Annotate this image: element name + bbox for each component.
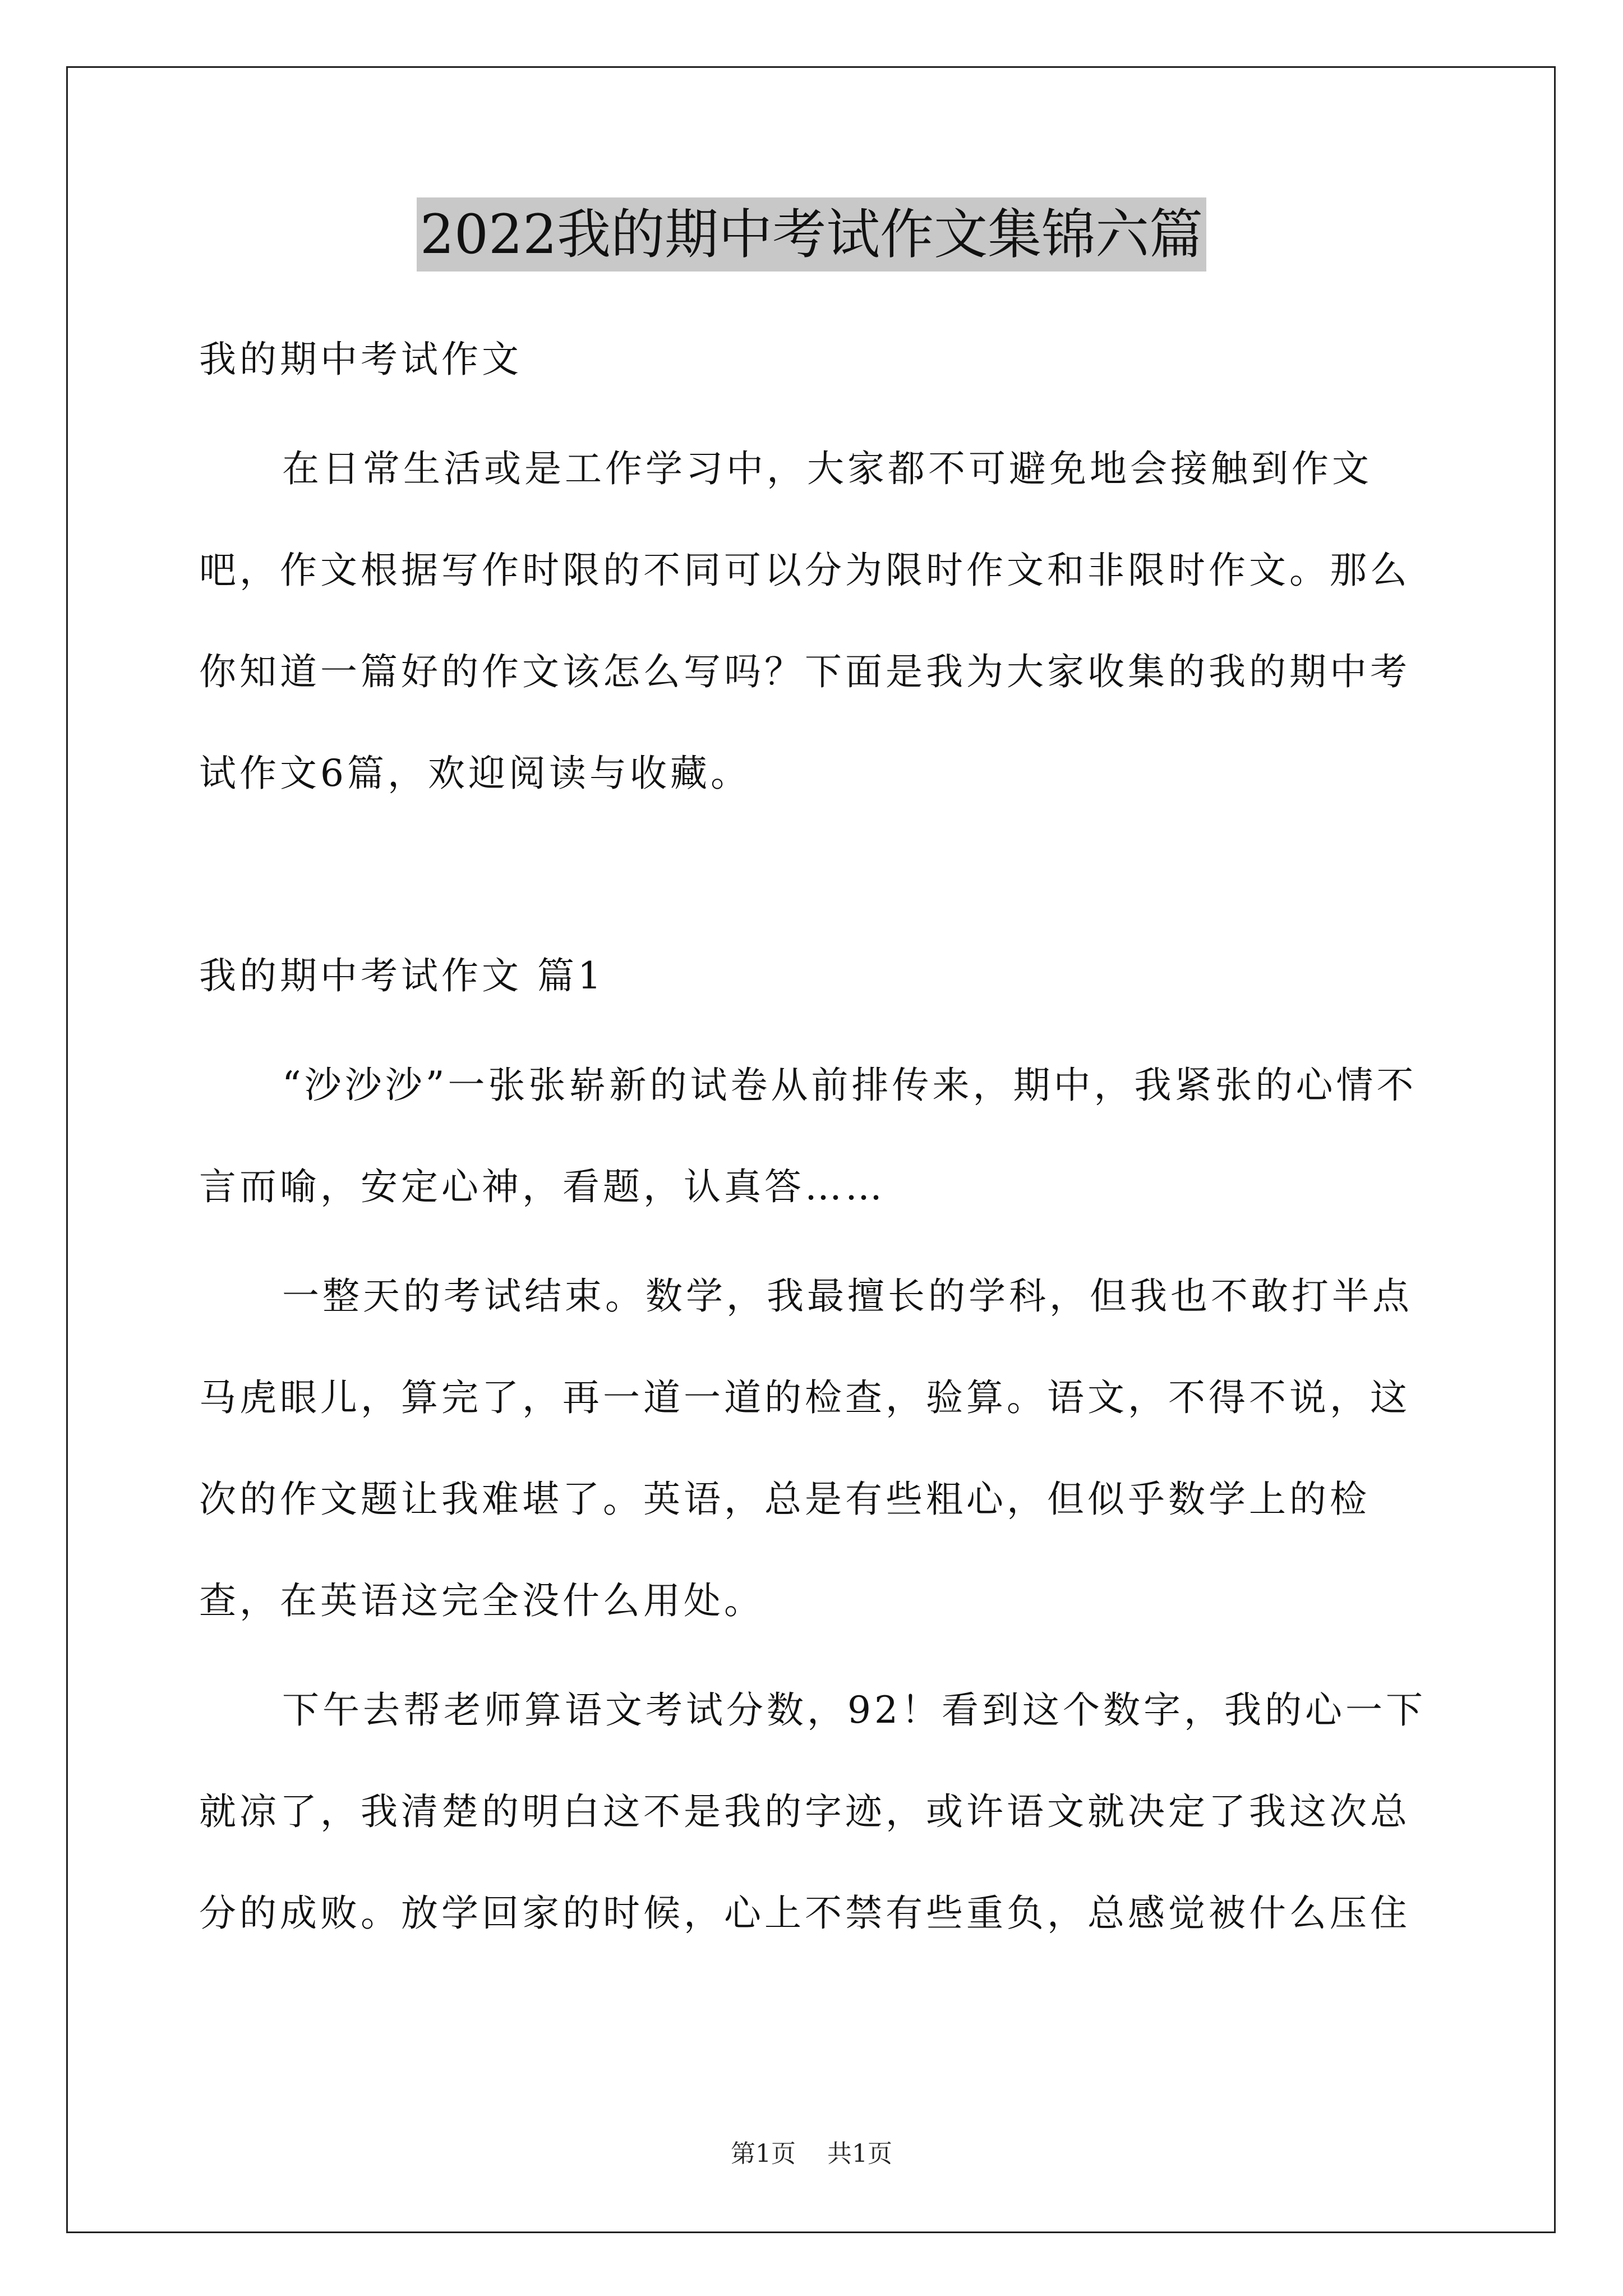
page-footer [0,2137,1623,2171]
section-1-heading: 我的期中考试作文 篇1 [199,954,605,997]
section-1-paragraph: 一整天的考试结束。数学，我最擅长的学科，但我也不敢打半点马虎眼儿，算完了，再一道一道的检查，验算。语文，不得不说，这次的作文题让我难堪了。英语，总是有些粗心，但似乎数学上的检查，在英语这完全没什么用处。 [199,1274,1413,1622]
intro-heading: 我的期中考试作文 [199,338,522,381]
section-1-paragraph: 下午去帮老师算语文考试分数，92！看到这个数字，我的心一下就凉了，我清楚的明白这不是我的字迹，或许语文就决定了我这次总分的成败。放学回家的时候，心上不禁有些重负，总感觉被什么压住 [199,1688,1426,1935]
section-1-paragraph: “沙沙沙”一张张崭新的试卷从前排传来，期中，我紧张的心情不言而喻，安定心神，看题，认真答…… [199,1064,1417,1208]
page-number: 第1页 [731,2139,796,2168]
page-total: 共1页 [827,2139,892,2168]
document-title [0,197,1623,272]
document-title-text: 2022我的期中考试作文集锦六篇 [417,197,1206,272]
intro-paragraph: 在日常生活或是工作学习中，大家都不可避免地会接触到作文吧，作文根据写作时限的不同可以分为限时作文和非限时作文。那么你知道一篇好的作文该怎么写吗？下面是我为大家收集的我的期中考试作文6篇，欢迎阅读与收藏。 [199,447,1410,795]
document-body [199,309,1433,1964]
